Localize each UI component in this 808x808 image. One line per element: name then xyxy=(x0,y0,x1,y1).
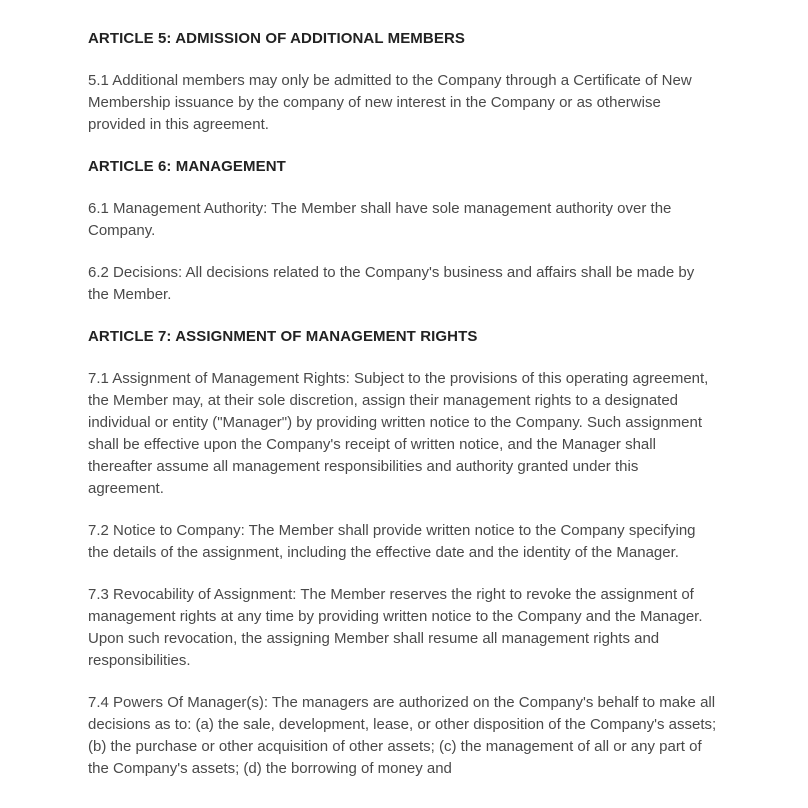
clause-paragraph: 6.1 Management Authority: The Member shall have sole management authority over the Company. xyxy=(88,200,672,239)
clause-paragraph: 6.2 Decisions: All decisions related to the Company's business and affairs shall be made by the Member. xyxy=(88,264,695,303)
clause-paragraph: 7.2 Notice to Company: The Member shall provide written notice to the Company specifying the details of the assignment, including the effective date and the identity of the Manager. xyxy=(88,522,696,561)
article-heading: ARTICLE 7: ASSIGNMENT OF MANAGEMENT RIGHTS xyxy=(88,328,478,345)
article-heading: ARTICLE 6: MANAGEMENT xyxy=(88,158,286,175)
article-heading: ARTICLE 5: ADMISSION OF ADDITIONAL MEMBERS xyxy=(88,30,465,47)
clause-paragraph: 5.1 Additional members may only be admitted to the Company through a Certificate of New Membership issuance by the company of new interest in the Company or as otherwise provided in this agreement. xyxy=(88,72,692,133)
clause-paragraph: 7.3 Revocability of Assignment: The Member reserves the right to revoke the assignment of management rights at any time by providing written notice to the Company and the Manager. Upon such revocation, the assigning Member shall resume all management rights and responsibilities. xyxy=(88,586,703,669)
clause-paragraph: 7.4 Powers Of Manager(s): The managers are authorized on the Company's behalf to make all decisions as to: (a) the sale, development, lease, or other disposition of the Company's assets; (b) the purchase or other acquisition of other assets; (c) the management of all or any part of the Company's assets; (d) the borrowing of money and xyxy=(88,694,717,777)
clause-paragraph: 7.1 Assignment of Management Rights: Subject to the provisions of this operating agreement, the Member may, at their sole discretion, assign their management rights to a designated individual or entity ("Manager") by providing written notice to the Company. Such assignment shall be effective upon the Company's receipt of written notice, and the Manager shall thereafter assume all management responsibilities and authority granted under this agreement. xyxy=(88,370,709,497)
